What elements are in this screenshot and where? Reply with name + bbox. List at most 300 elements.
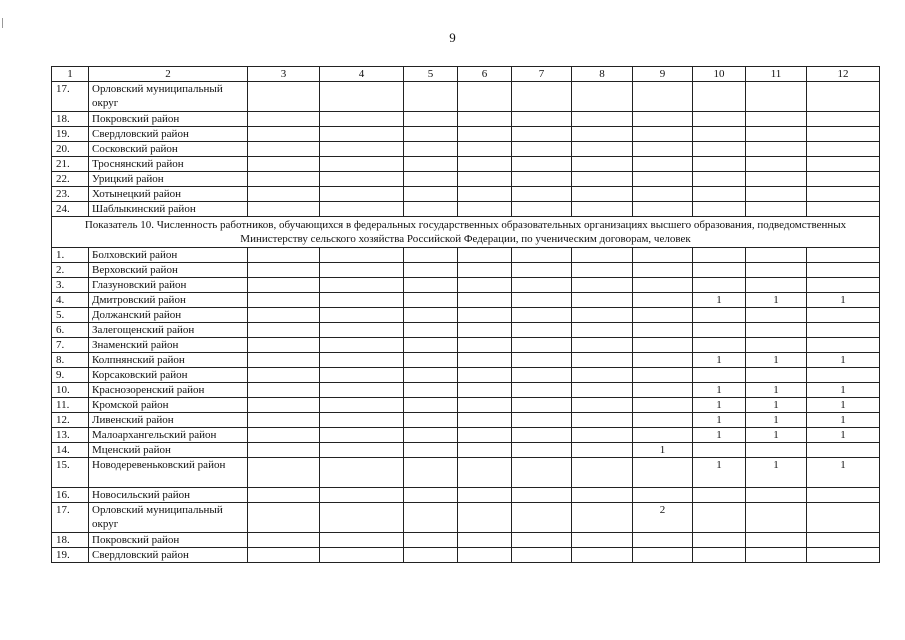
value-cell: [458, 127, 512, 142]
column-header: 8: [572, 67, 633, 82]
value-cell: [458, 112, 512, 127]
value-cell: [633, 142, 693, 157]
row-number: 21.: [52, 157, 89, 172]
value-cell: [633, 368, 693, 383]
section-heading-row: [52, 217, 880, 248]
row-number: 24.: [52, 202, 89, 217]
value-cell: [404, 308, 458, 323]
value-cell: [746, 172, 807, 187]
value-cell: [633, 202, 693, 217]
value-cell: [248, 338, 320, 353]
value-cell: 1: [807, 428, 880, 443]
value-cell: [807, 338, 880, 353]
value-cell: [572, 398, 633, 413]
value-cell: [512, 293, 572, 308]
value-cell: [512, 187, 572, 202]
district-name: Верховский район: [89, 263, 248, 278]
value-cell: [248, 278, 320, 293]
value-cell: [320, 263, 404, 278]
value-cell: [404, 488, 458, 503]
value-cell: [320, 323, 404, 338]
value-cell: [512, 353, 572, 368]
value-cell: [633, 413, 693, 428]
value-cell: [572, 338, 633, 353]
value-cell: [693, 443, 746, 458]
value-cell: [633, 263, 693, 278]
value-cell: [572, 443, 633, 458]
value-cell: 1: [746, 458, 807, 488]
value-cell: [693, 263, 746, 278]
value-cell: [320, 548, 404, 563]
value-cell: [248, 548, 320, 563]
value-cell: [458, 263, 512, 278]
value-cell: [512, 458, 572, 488]
value-cell: [572, 413, 633, 428]
column-header: 9: [633, 67, 693, 82]
value-cell: [404, 248, 458, 263]
column-header: 2: [89, 67, 248, 82]
value-cell: [248, 458, 320, 488]
value-cell: [693, 533, 746, 548]
value-cell: [633, 353, 693, 368]
value-cell: [633, 308, 693, 323]
value-cell: [512, 323, 572, 338]
value-cell: [320, 157, 404, 172]
scan-edge-mark: [2, 18, 3, 28]
value-cell: [458, 323, 512, 338]
value-cell: 1: [693, 398, 746, 413]
value-cell: [248, 413, 320, 428]
value-cell: [693, 488, 746, 503]
value-cell: [572, 248, 633, 263]
column-header-row: [52, 67, 880, 82]
value-cell: [320, 413, 404, 428]
value-cell: [404, 533, 458, 548]
row-number: 19.: [52, 127, 89, 142]
value-cell: [746, 127, 807, 142]
row-number: 13.: [52, 428, 89, 443]
row-number: 18.: [52, 112, 89, 127]
value-cell: [404, 202, 458, 217]
value-cell: [458, 293, 512, 308]
district-name: Новодеревеньковский район: [89, 458, 248, 488]
value-cell: [693, 278, 746, 293]
value-cell: [320, 338, 404, 353]
value-cell: [633, 82, 693, 112]
value-cell: [320, 293, 404, 308]
value-cell: [320, 368, 404, 383]
table-row: [52, 157, 880, 172]
value-cell: [404, 278, 458, 293]
value-cell: [746, 533, 807, 548]
table-row: [52, 443, 880, 458]
table-row: [52, 263, 880, 278]
value-cell: [572, 172, 633, 187]
value-cell: 1: [807, 458, 880, 488]
district-name: Урицкий район: [89, 172, 248, 187]
value-cell: [320, 383, 404, 398]
value-cell: [248, 368, 320, 383]
value-cell: [458, 82, 512, 112]
value-cell: 1: [746, 383, 807, 398]
table-row: [52, 308, 880, 323]
value-cell: [633, 548, 693, 563]
value-cell: [458, 142, 512, 157]
value-cell: [746, 82, 807, 112]
value-cell: [458, 458, 512, 488]
value-cell: [693, 323, 746, 338]
value-cell: [572, 323, 633, 338]
value-cell: [746, 157, 807, 172]
district-name: Покровский район: [89, 112, 248, 127]
value-cell: [572, 488, 633, 503]
value-cell: [746, 202, 807, 217]
value-cell: 1: [693, 428, 746, 443]
value-cell: [248, 443, 320, 458]
value-cell: [320, 398, 404, 413]
value-cell: [512, 172, 572, 187]
value-cell: [248, 383, 320, 398]
value-cell: [248, 398, 320, 413]
value-cell: [320, 443, 404, 458]
district-name: Залегощенский район: [89, 323, 248, 338]
value-cell: [572, 308, 633, 323]
value-cell: [633, 293, 693, 308]
row-number: 4.: [52, 293, 89, 308]
value-cell: [458, 308, 512, 323]
district-name: Дмитровский район: [89, 293, 248, 308]
value-cell: [572, 548, 633, 563]
value-cell: [807, 172, 880, 187]
district-name: Орловский муниципальный округ: [89, 503, 248, 533]
value-cell: [693, 157, 746, 172]
value-cell: [404, 548, 458, 563]
value-cell: [248, 503, 320, 533]
value-cell: [404, 82, 458, 112]
value-cell: [572, 383, 633, 398]
value-cell: [746, 308, 807, 323]
value-cell: 1: [746, 428, 807, 443]
value-cell: [248, 308, 320, 323]
value-cell: [458, 398, 512, 413]
value-cell: [693, 202, 746, 217]
value-cell: 1: [807, 383, 880, 398]
value-cell: [572, 428, 633, 443]
value-cell: [458, 338, 512, 353]
value-cell: [512, 308, 572, 323]
value-cell: [458, 368, 512, 383]
value-cell: [693, 127, 746, 142]
value-cell: [746, 488, 807, 503]
value-cell: [320, 428, 404, 443]
value-cell: [248, 248, 320, 263]
value-cell: [404, 323, 458, 338]
value-cell: 1: [693, 458, 746, 488]
row-number: 15.: [52, 458, 89, 488]
value-cell: [458, 157, 512, 172]
table-row: [52, 187, 880, 202]
table-row: [52, 142, 880, 157]
value-cell: [807, 548, 880, 563]
value-cell: [458, 353, 512, 368]
value-cell: [248, 263, 320, 278]
column-header: 6: [458, 67, 512, 82]
value-cell: [512, 248, 572, 263]
district-name: Болховский район: [89, 248, 248, 263]
table-row: [52, 278, 880, 293]
table-row: [52, 112, 880, 127]
value-cell: [807, 248, 880, 263]
value-cell: [320, 458, 404, 488]
district-name: Свердловский район: [89, 548, 248, 563]
value-cell: [512, 383, 572, 398]
district-name: Шаблыкинский район: [89, 202, 248, 217]
value-cell: [807, 503, 880, 533]
value-cell: [248, 127, 320, 142]
value-cell: 1: [746, 398, 807, 413]
value-cell: [512, 112, 572, 127]
value-cell: [746, 548, 807, 563]
value-cell: [512, 142, 572, 157]
value-cell: [320, 172, 404, 187]
value-cell: [404, 142, 458, 157]
value-cell: [404, 443, 458, 458]
value-cell: 1: [807, 398, 880, 413]
value-cell: [512, 263, 572, 278]
value-cell: [572, 142, 633, 157]
district-name: Свердловский район: [89, 127, 248, 142]
value-cell: [320, 202, 404, 217]
value-cell: [512, 82, 572, 112]
row-number: 22.: [52, 172, 89, 187]
value-cell: [572, 82, 633, 112]
value-cell: [404, 112, 458, 127]
value-cell: [572, 293, 633, 308]
value-cell: [320, 308, 404, 323]
value-cell: [572, 458, 633, 488]
table-row: [52, 533, 880, 548]
value-cell: [807, 263, 880, 278]
value-cell: [458, 533, 512, 548]
value-cell: [320, 127, 404, 142]
value-cell: [693, 308, 746, 323]
value-cell: [807, 488, 880, 503]
value-cell: [320, 112, 404, 127]
value-cell: [693, 338, 746, 353]
row-number: 3.: [52, 278, 89, 293]
value-cell: 1: [693, 383, 746, 398]
value-cell: 1: [693, 293, 746, 308]
value-cell: [512, 278, 572, 293]
value-cell: [633, 127, 693, 142]
value-cell: [404, 353, 458, 368]
district-name: Троснянский район: [89, 157, 248, 172]
row-number: 7.: [52, 338, 89, 353]
table-row: [52, 428, 880, 443]
table-row: [52, 488, 880, 503]
table-row: [52, 293, 880, 308]
value-cell: [807, 187, 880, 202]
value-cell: [512, 428, 572, 443]
value-cell: [458, 548, 512, 563]
value-cell: [320, 488, 404, 503]
district-name: Знаменский район: [89, 338, 248, 353]
value-cell: 1: [807, 293, 880, 308]
value-cell: [746, 278, 807, 293]
value-cell: [248, 82, 320, 112]
table-row: [52, 338, 880, 353]
value-cell: [458, 488, 512, 503]
district-name: Краснозоренский район: [89, 383, 248, 398]
district-name: Должанский район: [89, 308, 248, 323]
table-row: [52, 503, 880, 533]
value-cell: [746, 187, 807, 202]
value-cell: [320, 503, 404, 533]
value-cell: [807, 112, 880, 127]
value-cell: [693, 248, 746, 263]
section-heading: Показатель 10. Численность работников, обучающихся в федеральных государственных образовательных организациях высшего образования, подведомственных Министерству сельского хозяйства Российской Федерации, по ученическим договорам, человек: [52, 217, 880, 248]
value-cell: [633, 157, 693, 172]
value-cell: [248, 353, 320, 368]
value-cell: [248, 202, 320, 217]
value-cell: [693, 368, 746, 383]
value-cell: [633, 428, 693, 443]
table-row: [52, 127, 880, 142]
table-row: [52, 383, 880, 398]
value-cell: [404, 383, 458, 398]
district-name: Хотынецкий район: [89, 187, 248, 202]
value-cell: [572, 112, 633, 127]
value-cell: [633, 488, 693, 503]
district-name: Новосильский район: [89, 488, 248, 503]
value-cell: [404, 263, 458, 278]
value-cell: [512, 548, 572, 563]
value-cell: [404, 413, 458, 428]
value-cell: [404, 293, 458, 308]
value-cell: [404, 503, 458, 533]
value-cell: [404, 458, 458, 488]
value-cell: [807, 127, 880, 142]
value-cell: [633, 323, 693, 338]
column-header: 7: [512, 67, 572, 82]
value-cell: [512, 127, 572, 142]
value-cell: [746, 142, 807, 157]
value-cell: 1: [746, 353, 807, 368]
value-cell: [458, 428, 512, 443]
value-cell: [320, 248, 404, 263]
row-number: 10.: [52, 383, 89, 398]
value-cell: [248, 187, 320, 202]
value-cell: [693, 82, 746, 112]
value-cell: [746, 443, 807, 458]
value-cell: [807, 443, 880, 458]
value-cell: [404, 187, 458, 202]
value-cell: [807, 533, 880, 548]
value-cell: [572, 202, 633, 217]
value-cell: [458, 248, 512, 263]
value-cell: [320, 187, 404, 202]
row-number: 6.: [52, 323, 89, 338]
value-cell: [633, 398, 693, 413]
row-number: 18.: [52, 533, 89, 548]
value-cell: [458, 383, 512, 398]
value-cell: [512, 443, 572, 458]
value-cell: [404, 172, 458, 187]
value-cell: [572, 187, 633, 202]
row-number: 12.: [52, 413, 89, 428]
value-cell: [458, 172, 512, 187]
value-cell: [404, 157, 458, 172]
value-cell: [458, 443, 512, 458]
value-cell: [693, 142, 746, 157]
value-cell: [807, 278, 880, 293]
table-body: [52, 67, 880, 563]
value-cell: [746, 368, 807, 383]
value-cell: [807, 323, 880, 338]
row-number: 9.: [52, 368, 89, 383]
value-cell: [512, 503, 572, 533]
value-cell: [746, 263, 807, 278]
value-cell: [807, 82, 880, 112]
value-cell: [512, 338, 572, 353]
value-cell: [633, 458, 693, 488]
table-row: [52, 202, 880, 217]
value-cell: [248, 142, 320, 157]
value-cell: [458, 202, 512, 217]
table-row: [52, 172, 880, 187]
row-number: 16.: [52, 488, 89, 503]
value-cell: [572, 503, 633, 533]
value-cell: [746, 112, 807, 127]
value-cell: [633, 112, 693, 127]
district-name: Корсаковский район: [89, 368, 248, 383]
district-name: Колпнянский район: [89, 353, 248, 368]
column-header: 1: [52, 67, 89, 82]
column-header: 4: [320, 67, 404, 82]
value-cell: [512, 488, 572, 503]
value-cell: 1: [746, 293, 807, 308]
value-cell: [633, 383, 693, 398]
value-cell: [572, 157, 633, 172]
table-row: [52, 398, 880, 413]
value-cell: [572, 278, 633, 293]
value-cell: [746, 323, 807, 338]
district-name: Малоархангельский район: [89, 428, 248, 443]
district-name: Сосковский район: [89, 142, 248, 157]
value-cell: [458, 187, 512, 202]
table-row: [52, 413, 880, 428]
value-cell: [693, 172, 746, 187]
column-header: 3: [248, 67, 320, 82]
value-cell: [807, 308, 880, 323]
value-cell: [320, 142, 404, 157]
table-row: [52, 353, 880, 368]
table-row: [52, 323, 880, 338]
value-cell: [404, 428, 458, 443]
column-header: 10: [693, 67, 746, 82]
value-cell: [512, 202, 572, 217]
value-cell: [248, 157, 320, 172]
table-row: [52, 368, 880, 383]
column-header: 11: [746, 67, 807, 82]
row-number: 17.: [52, 503, 89, 533]
value-cell: [248, 323, 320, 338]
value-cell: [248, 533, 320, 548]
value-cell: [572, 263, 633, 278]
table-row: [52, 458, 880, 488]
value-cell: [320, 353, 404, 368]
value-cell: [248, 112, 320, 127]
